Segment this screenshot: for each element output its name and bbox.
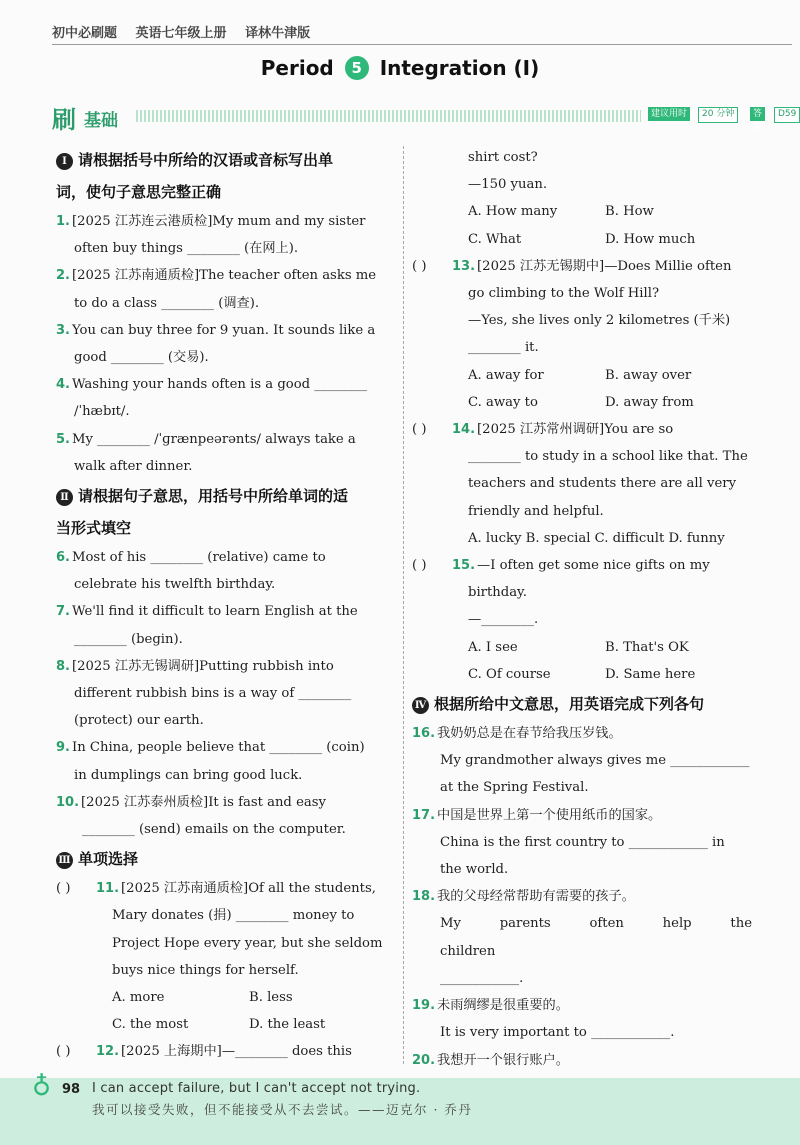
- section-heading-cont: 词，使句子意思完整正确: [56, 183, 222, 201]
- answer-bracket: ( ): [412, 558, 427, 574]
- series-name: 初中必刷题: [52, 26, 118, 41]
- question: 9. In China, people believe that ________ (coin): [56, 740, 365, 756]
- answer-bracket: ( ): [412, 258, 427, 274]
- section-heading: Ⅳ 根据所给中文意思，用英语完成下列各句: [412, 688, 752, 720]
- question-line: walk after dinner.: [74, 458, 193, 474]
- edition-name: 译林牛津版: [245, 26, 311, 41]
- question-line: China is the first country to ____________ in: [440, 834, 725, 850]
- column-divider: [403, 146, 404, 1064]
- page-footer: [0, 1072, 800, 1145]
- question: 10. [2025 江苏泰州质检]It is fast and easy: [56, 794, 326, 810]
- question-line: buys nice things for herself.: [112, 962, 299, 978]
- question: 18. 我的父母经常帮助有需要的孩子。: [412, 889, 635, 905]
- question: 6. Most of his ________ (relative) came to: [56, 550, 326, 566]
- options-row: C. Of course D. Same here: [468, 666, 696, 682]
- question-line: —________.: [468, 612, 539, 628]
- question: 17. 中国是世界上第一个使用纸币的国家。: [412, 807, 662, 823]
- banner-stripes: [136, 110, 641, 122]
- answer-bracket: ( ): [56, 881, 71, 897]
- options-row: A. How many B. How: [468, 204, 654, 220]
- question-line: birthday.: [468, 585, 527, 601]
- title-suffix: Integration (Ⅰ): [379, 56, 540, 80]
- question: 19. 未雨绸缪是很重要的。: [412, 998, 569, 1014]
- question-line: different rubbish bins is a way of ________: [74, 686, 352, 702]
- section-number: Ⅳ: [412, 697, 429, 714]
- question-line: (protect) our earth.: [74, 713, 204, 729]
- running-header: [52, 22, 792, 45]
- question: 7. We'll find it difficult to learn English at the: [56, 604, 358, 620]
- question-line: It is very important to ____________.: [440, 1025, 675, 1041]
- question-line: good ________ (交易).: [74, 350, 209, 366]
- section-heading: Ⅱ 请根据句子意思，用括号中所给单词的适: [56, 480, 396, 512]
- question-line: —150 yuan.: [468, 177, 548, 193]
- answer-label: 答案: [750, 107, 765, 121]
- section-heading: Ⅰ 请根据括号中所给的汉语或音标写出单: [56, 144, 396, 176]
- question-line: /ˈhæbɪt/.: [74, 404, 130, 420]
- footer-quote-cn: 我可以接受失败，但不能接受从不去尝试。——迈克尔 · 乔丹: [92, 1102, 473, 1117]
- banner-label: 基础: [84, 111, 118, 131]
- question: ( ) 12. [2025 上海期中]—________ does this: [56, 1038, 396, 1065]
- question-line: often buy things ________ (在网上).: [74, 241, 299, 257]
- options-row: A. lucky B. special C. difficult D. funny: [468, 530, 725, 546]
- options-row: A. more B. less: [112, 990, 293, 1006]
- question-line: ________ (send) emails on the computer.: [82, 822, 346, 838]
- options-row: C. What D. How much: [468, 231, 696, 247]
- question-line: Mary donates (捐) ________ money to: [112, 908, 355, 924]
- question: ( ) 14. [2025 江苏常州调研]You are so: [412, 416, 752, 443]
- question-line: in dumplings can bring good luck.: [74, 767, 303, 783]
- question-line: ________ (begin).: [74, 631, 183, 647]
- question: 8. [2025 江苏无锡调研]Putting rubbish into: [56, 658, 334, 674]
- period-number-badge: 5: [345, 56, 369, 80]
- question-line: ____________.: [440, 970, 524, 986]
- question-line: My grandmother always gives me ____________: [440, 753, 750, 769]
- question-line: Project Hope every year, but she seldom: [112, 935, 383, 951]
- time-label: 建议用时: [648, 107, 690, 121]
- page-number: 98: [62, 1082, 81, 1097]
- question-line: shirt cost?: [468, 150, 538, 165]
- question-line: friendly and helpful.: [468, 503, 604, 519]
- answer-bracket: ( ): [412, 422, 427, 438]
- question-line: go climbing to the Wolf Hill?: [468, 286, 660, 302]
- section-number: Ⅲ: [56, 852, 73, 869]
- question: ( ) 13. [2025 江苏无锡期中]—Does Millie often: [412, 253, 752, 280]
- section-heading-cont: 当形式填空: [56, 519, 132, 538]
- subject-name: 英语七年级上册: [135, 26, 227, 41]
- question: 2. [2025 江苏南通质检]The teacher often asks me: [56, 268, 377, 284]
- question: 20. 我想开一个银行账户。: [412, 1052, 569, 1068]
- question: 3. You can buy three for 9 yuan. It sounds like a: [56, 322, 376, 338]
- question: ( ) 11. [2025 江苏南通质检]Of all the students,: [56, 875, 396, 902]
- question-line: to do a class ________ (调查).: [74, 295, 260, 311]
- question: 1. [2025 江苏连云港质检]My mum and my sister: [56, 214, 366, 229]
- options-row: C. away to D. away from: [468, 394, 694, 410]
- options-row: A. away for B. away over: [468, 367, 692, 383]
- answer-page: D59: [774, 107, 800, 123]
- question-line: teachers and students there are all very: [468, 476, 737, 492]
- section-banner: [52, 102, 797, 134]
- section-number: Ⅰ: [56, 153, 73, 170]
- question: ( ) 15. —I often get some nice gifts on my: [412, 552, 752, 579]
- page-title: [0, 56, 800, 80]
- left-column: [56, 144, 396, 1066]
- options-row: C. the most D. the least: [112, 1017, 326, 1033]
- footer-quote: I can accept failure, but I can't accept not trying.: [92, 1081, 421, 1096]
- question-line: at the Spring Festival.: [440, 780, 589, 796]
- title-prefix: Period: [260, 56, 334, 80]
- question: 4. Washing your hands often is a good ________: [56, 377, 368, 393]
- question-line: celebrate his twelfth birthday.: [74, 577, 276, 593]
- question-line: the world.: [440, 862, 509, 878]
- section-number: Ⅱ: [56, 489, 73, 506]
- balloon-icon: ♁: [32, 1072, 52, 1102]
- brush-logo: 刷: [52, 106, 76, 134]
- question-line: My parents often help the children: [440, 916, 752, 959]
- question-line: ________ it.: [468, 340, 539, 356]
- right-column: [412, 144, 752, 1101]
- question: 5. My ________ /ˈɡrænpeərənts/ always take a: [56, 431, 356, 447]
- question: 16. 我奶奶总是在春节给我压岁钱。: [412, 726, 622, 742]
- section-heading: Ⅲ 单项选择: [56, 843, 396, 875]
- options-row: A. I see B. That's OK: [468, 639, 689, 655]
- question-line: —Yes, she lives only 2 kilometres (千米): [468, 313, 731, 329]
- time-value: 20 分钟: [698, 107, 738, 123]
- answer-bracket: ( ): [56, 1044, 71, 1060]
- question-line: ________ to study in a school like that. The: [468, 449, 748, 465]
